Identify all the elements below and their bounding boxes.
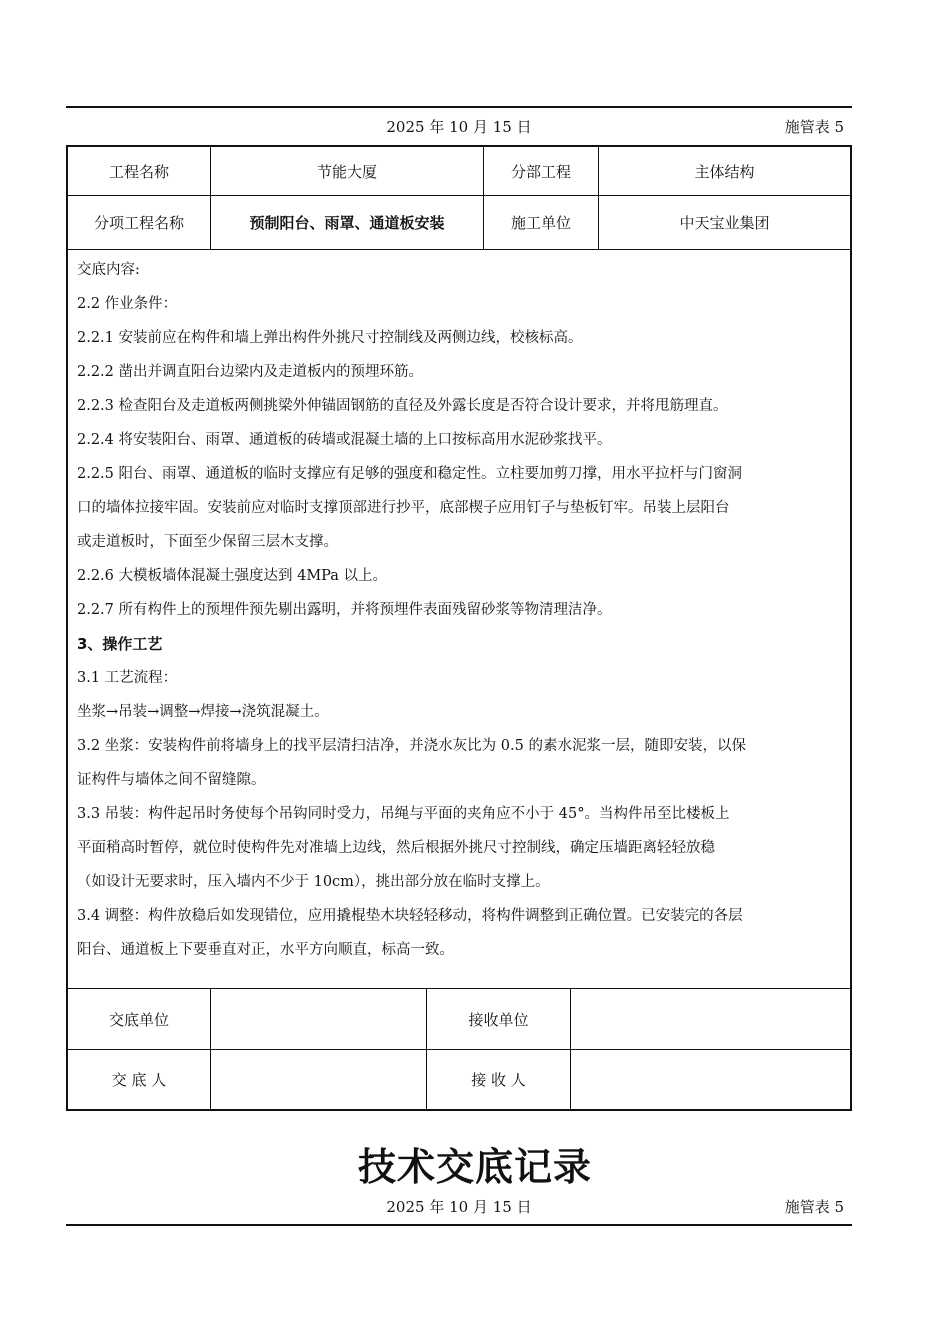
top-rule xyxy=(66,106,852,108)
subitem-value: 预制阳台、雨罩、通道板安装 xyxy=(249,214,445,232)
content-line: 2.2.4 将安装阳台、雨罩、通道板的砖墙或混凝土墙的上口按标高用水泥砂浆找平。 xyxy=(77,432,612,448)
content-line: 平面稍高时暂停，就位时使构件先对准墙上边线，然后根据外挑尺寸控制线，确定压墙距离轻轻放稳 xyxy=(77,840,715,856)
content-line: 3.4 调整：构件放稳后如发现错位，应用撬棍垫木块轻轻移动，将构件调整到正确位置。已安装完的各层 xyxy=(77,908,743,924)
receiver-unit-label: 接收单位 xyxy=(468,1010,529,1029)
content-line: 2.2.2 凿出并调直阳台边梁内及走道板内的预埋环筋。 xyxy=(77,364,424,380)
content-line: 2.2.3 检查阳台及走道板两侧挑梁外伸锚固钢筋的直径及外露长度是否符合设计要求，并将甩筋理直。 xyxy=(77,398,728,414)
contractor-value: 中天宝业集团 xyxy=(679,214,770,232)
section-heading: 3、操作工艺 xyxy=(77,635,163,653)
content-line: 2.2.5 阳台、雨罩、通道板的临时支撑应有足够的强度和稳定性。立柱要加剪刀撑，用水平拉杆与门窗洞 xyxy=(77,466,742,482)
footer-dateline xyxy=(66,1196,852,1218)
header-form-code: 施管表 5 xyxy=(784,118,844,136)
content-line: 3.2 坐浆：安装构件前将墙身上的找平层清扫洁净，并浇水灰比为 0.5 的素水泥浆一层，随即安装，以保 xyxy=(77,738,746,754)
subitem-label: 分项工程名称 xyxy=(93,214,184,232)
issuer-person-label: 交 底 人 xyxy=(111,1071,167,1089)
content-line: 证构件与墙体之间不留缝隙。 xyxy=(77,772,266,788)
footer-form-code: 施管表 5 xyxy=(784,1198,844,1216)
issuer-unit-field[interactable] xyxy=(211,989,426,1049)
content-line: 2.2 作业条件： xyxy=(77,296,178,312)
issuer-person-field[interactable] xyxy=(211,1050,426,1109)
content-line: 或走道板时，下面至少保留三层木支撑。 xyxy=(77,534,338,550)
receiver-person-field[interactable] xyxy=(571,1050,850,1109)
content-line: 坐浆→吊装→调整→焊接→浇筑混凝土。 xyxy=(77,704,329,720)
header-dateline xyxy=(66,116,852,138)
contractor-label: 施工单位 xyxy=(510,214,571,232)
footer-date: 2025 年 10 月 15 日 xyxy=(386,1198,532,1216)
content-line: 3.1 工艺流程： xyxy=(77,670,178,686)
disclosure-content xyxy=(77,253,847,967)
content-line: （如设计无要求时，压入墙内不少于 10cm），挑出部分放在临时支撑上。 xyxy=(77,874,550,890)
receiver-person-label: 接 收 人 xyxy=(471,1071,526,1089)
division-value: 主体结构 xyxy=(694,162,755,181)
issuer-unit-label: 交底单位 xyxy=(108,1010,169,1029)
document-title: 技术交底记录 xyxy=(357,1145,592,1189)
content-line: 3.3 吊装：构件起吊时务使每个吊钩同时受力，吊绳与平面的夹角应不小于 45°。当构件吊至比楼板上 xyxy=(77,806,730,822)
content-line: 交底内容: xyxy=(77,262,140,278)
header-date: 2025 年 10 月 15 日 xyxy=(386,118,532,136)
receiver-unit-field[interactable] xyxy=(571,989,850,1049)
project-name-label: 工程名称 xyxy=(108,162,169,181)
content-line: 口的墙体拉接牢固。安装前应对临时支撑顶部进行抄平，底部楔子应用钉子与垫板钉牢。吊装上层阳台 xyxy=(77,500,730,516)
bottom-rule xyxy=(66,1224,852,1226)
content-line: 阳台、通道板上下要垂直对正，水平方向顺直，标高一致。 xyxy=(77,942,454,958)
content-line: 2.2.7 所有构件上的预埋件预先剔出露明，并将预埋件表面残留砂浆等物清理洁净。 xyxy=(77,602,612,618)
content-line: 2.2.1 安装前应在构件和墙上弹出构件外挑尺寸控制线及两侧边线，校核标高。 xyxy=(77,330,583,346)
content-line: 2.2.6 大模板墙体混凝土强度达到 4MPa 以上。 xyxy=(77,568,388,584)
row-divider xyxy=(68,249,850,250)
division-label: 分部工程 xyxy=(510,162,571,181)
project-name-value: 节能大厦 xyxy=(316,162,377,181)
record-table xyxy=(66,145,852,1111)
